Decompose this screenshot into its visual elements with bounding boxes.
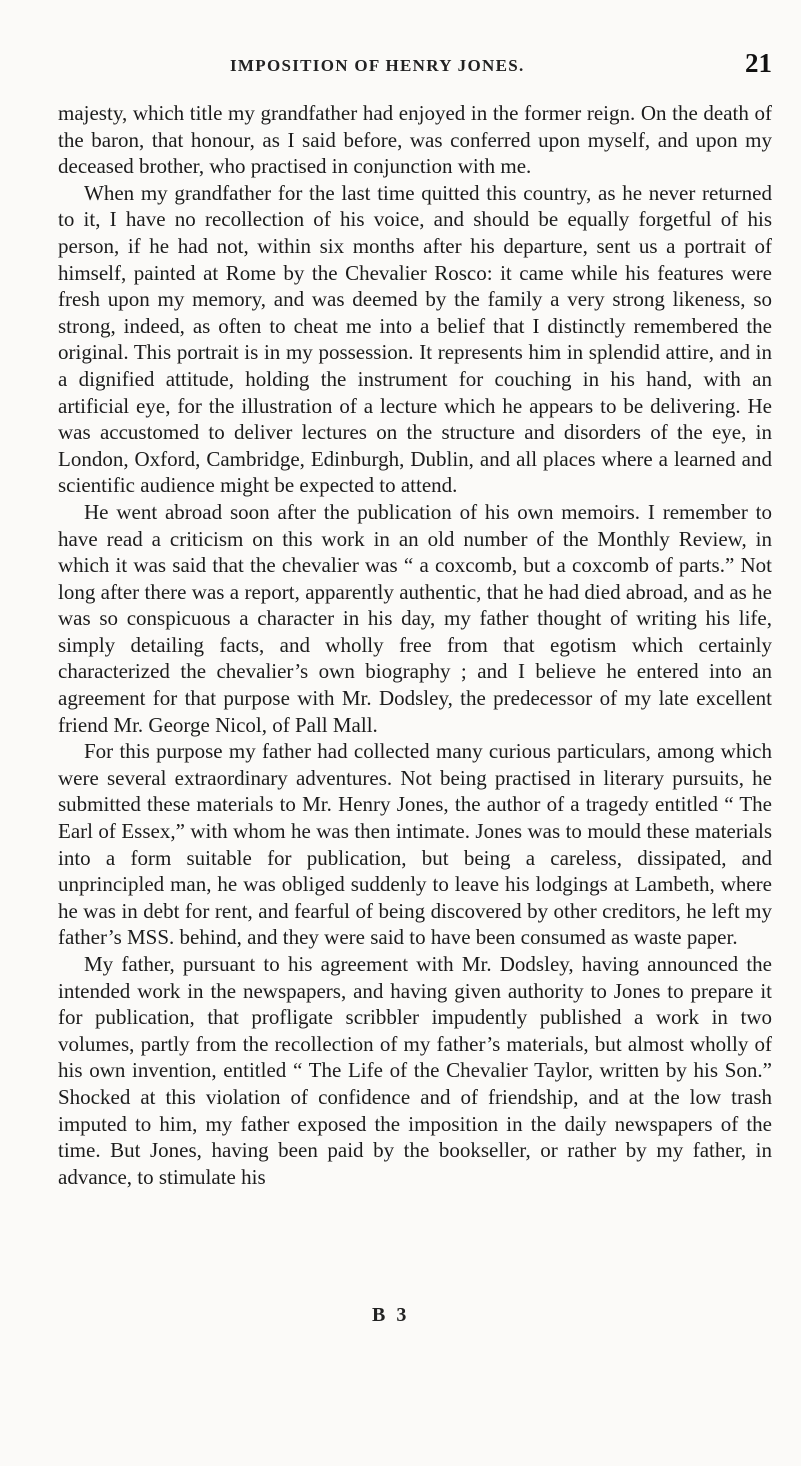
body-text: [58, 100, 772, 1190]
paragraph-3: He went abroad soon after the publication of his own memoirs. I remember to have read a criticism on this work in an old number of the Monthly Review, in which it was said that the chevalier was “ a coxcomb, but a coxcomb of parts.” Not long after there was a report, apparently authentic, that he had died abroad, and as he was so conspicuous a character in his day, my father thought of writing his life, simply detailing facts, and wholly free from that egotism which certainly characterized the chevalier’s own biography ; and I believe he entered into an agreement for that purpose with Mr. Dodsley, the predecessor of my late excellent friend Mr. George Nicol, of Pall Mall.: [58, 499, 772, 737]
page-header: [58, 48, 772, 88]
paragraph-5: My father, pursuant to his agreement with Mr. Dodsley, having announced the intended work in the newspapers, and having given authority to Jones to prepare it for publication, that profligate scribbler impudently published a work in two volumes, partly from the recollection of my father’s materials, but almost wholly of his own invention, entitled “ The Life of the Chevalier Taylor, written by his Son.” Shocked at this violation of confidence and of friendship, and at the low trash imputed to him, my father exposed the imposition in the daily newspapers of the time. But Jones, having been paid by the bookseller, or rather by my father, in advance, to stimulate his: [58, 952, 772, 1189]
page-number: 21: [745, 48, 772, 78]
paragraph-4: For this purpose my father had collected many curious particulars, among which were several extraordinary adventures. Not being practised in literary pursuits, he submitted these materials to Mr. Henry Jones, the author of a tragedy entitled “ The Earl of Essex,” with whom he was then intimate. Jones was to mould these materials into a form suitable for publication, but being a careless, dissipated, and unprincipled man, he was obliged suddenly to leave his lodgings at Lambeth, where he was in debt for rent, and fearful of being discovered by other creditors, he left my father’s MSS. behind, and they were said to have been consumed as waste paper.: [58, 739, 772, 950]
paragraph-2: When my grandfather for the last time quitted this country, as he never returned to it, I have no recollection of his voice, and should be equally forgetful of his person, if he had not, within six months after his departure, sent us a portrait of himself, painted at Rome by the Chevalier Rosco: it came while his features were fresh upon my memory, and was deemed by the family a very strong likeness, so strong, indeed, as often to cheat me into a belief that I distinctly remembered the original. This portrait is in my possession. It represents him in splendid attire, and in a dignified attitude, holding the instrument for couching in his hand, with an artificial eye, for the illustration of a lecture which he appears to be delivering. He was accustomed to deliver lectures on the structure and disorders of the eye, in London, Oxford, Cambridge, Edinburgh, Dublin, and all places where a learned and scientific audience might be expected to attend.: [58, 180, 772, 498]
paragraph-1: majesty, which title my grandfather had enjoyed in the former reign. On the death of the baron, that honour, as I said before, was conferred upon myself, and upon my deceased brother, who practised in conjunction with me.: [58, 101, 772, 179]
signature-mark: B 3: [372, 1304, 410, 1326]
running-title: IMPOSITION OF HENRY JONES.: [230, 56, 525, 75]
